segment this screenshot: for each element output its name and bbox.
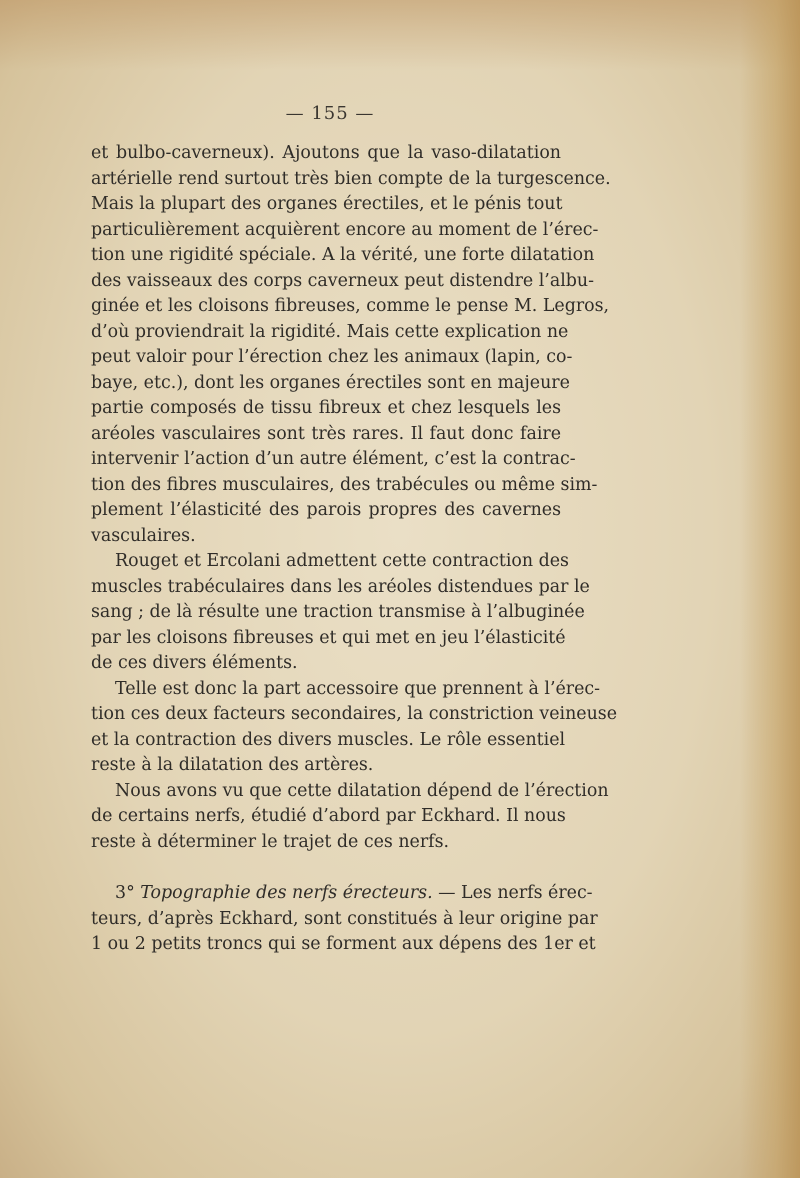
text-line: d’où proviendrait la rigidité. Mais cette explication ne xyxy=(91,321,569,342)
text-line: intervenir l’action d’un autre élément, c’est la contrac- xyxy=(91,449,576,469)
text-line: Mais la plupart des organes érectiles, et le pénis tout xyxy=(91,194,563,214)
text-line: peut valoir pour l’érection chez les animaux (lapin, co- xyxy=(91,347,573,367)
text-line: partie composés de tissu fibreux et chez lesquels les xyxy=(91,398,561,418)
text-line: sang ; de là résulte une traction transmise à l’albuginée xyxy=(91,602,585,622)
page-number: — 155 — xyxy=(285,103,375,124)
section-heading-line xyxy=(91,881,593,907)
paragraph-gap xyxy=(91,855,561,881)
text-line: tion une rigidité spéciale. A la vérité, une forte dilatation xyxy=(91,245,595,265)
text-line: aréoles vasculaires sont très rares. Il faut donc faire xyxy=(91,423,561,444)
text-line: baye, etc.), dont les organes érectiles sont en majeure xyxy=(91,372,570,393)
text-line: vasculaires. xyxy=(91,525,196,546)
text-line: particulièrement acquièrent encore au moment de l’érec- xyxy=(91,219,599,240)
text-line: et bulbo-caverneux). Ajoutons que la vaso-dilatation xyxy=(91,143,561,163)
text-line: reste à la dilatation des artères. xyxy=(91,755,374,775)
section-title: Topographie des nerfs érecteurs. xyxy=(140,883,433,903)
text-line: Telle est donc la part accessoire que prennent à l’érec- xyxy=(115,678,601,699)
text-line: et la contraction des divers muscles. Le rôle essentiel xyxy=(91,729,566,750)
section-number: 3° xyxy=(115,883,135,903)
text-line: tion ces deux facteurs secondaires, la constriction veineuse xyxy=(91,704,617,724)
text-line: artérielle rend surtout très bien compte de la turgescence. xyxy=(91,168,611,189)
text-line: Rouget et Ercolani admettent cette contraction des xyxy=(115,551,569,571)
text-line: par les cloisons fibreuses et qui met en jeu l’élasticité xyxy=(91,627,566,648)
body-text xyxy=(91,141,617,958)
text-line: de ces divers éléments. xyxy=(91,653,298,673)
text-line: Nous avons vu que cette dilatation dépend de l’érection xyxy=(115,780,609,801)
text-line: de certains nerfs, étudié d’abord par Eckhard. Il nous xyxy=(91,806,566,826)
text-line: des vaisseaux des corps caverneux peut distendre l’albu- xyxy=(91,270,594,291)
section-text: — Les nerfs érec- xyxy=(432,883,593,903)
text-line: tion des fibres musculaires, des trabécules ou même sim- xyxy=(91,474,598,495)
text-line: reste à déterminer le trajet de ces nerfs. xyxy=(91,831,450,852)
text-line: muscles trabéculaires dans les aréoles distendues par le xyxy=(91,576,590,597)
text-line: ginée et les cloisons fibreuses, comme le pense M. Legros, xyxy=(91,296,610,316)
page-shadow-top xyxy=(0,0,800,70)
text-line: teurs, d’après Eckhard, sont constitués à leur origine par xyxy=(91,908,598,929)
text-line: plement l’élasticité des parois propres des cavernes xyxy=(91,500,561,520)
text-line: 1 ou 2 petits troncs qui se forment aux dépens des 1er et xyxy=(91,934,596,954)
page-shadow-right xyxy=(740,0,800,1178)
